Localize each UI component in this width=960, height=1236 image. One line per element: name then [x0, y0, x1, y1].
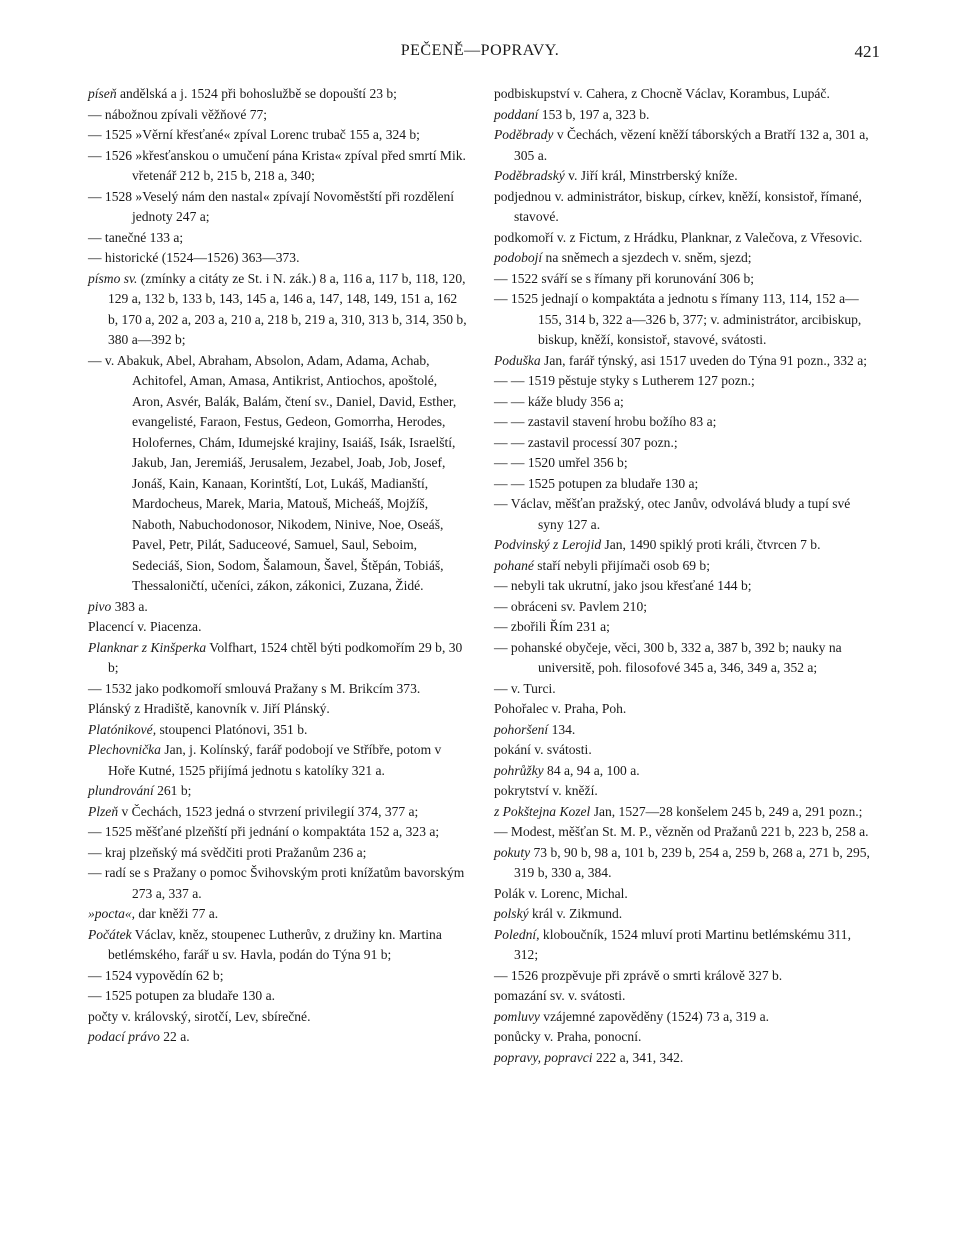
entry-text: 261 b;: [153, 783, 192, 798]
index-entry: [494, 761, 878, 782]
index-entry: [88, 802, 468, 823]
entry-text: andělská a j. 1524 při bohoslužbě se dopouští 23 b;: [116, 86, 397, 101]
entry-text: Pohořalec v. Praha, Poh.: [494, 701, 627, 716]
entry-text: počty v. královský, sirotčí, Lev, sbírečné.: [88, 1008, 311, 1024]
entry-text: 153 b, 197 a, 323 b.: [538, 106, 650, 122]
entry-text: Volfhart, 1524 chtěl býti podkomořím 29 b, 30 b;: [108, 639, 463, 675]
subentry-text: — 1526 »křesťanskou o umučení pána Krista« zpíval před smrtí Mik. vřetenář 212 b, 215 b, 218 a, 340;: [88, 147, 466, 183]
index-subentry: [494, 617, 878, 638]
subentry-text: — nábožnou zpívali věžňové 77;: [88, 106, 268, 122]
entry-headword: pokuty: [494, 844, 531, 860]
index-entry: [494, 802, 878, 823]
entry-headword: Počátek: [88, 926, 132, 942]
entry-text: stoupenci Platónovi, 351 b.: [156, 721, 308, 737]
entry-text: v Čechách, 1523 jedná o stvrzení privilegií 374, 377 a;: [118, 803, 419, 819]
subentry-text: — nebyli tak ukrutní, jako jsou křesťané 144 b;: [494, 578, 752, 593]
index-entry: [494, 166, 878, 187]
index-subentry: [494, 597, 878, 618]
index-entry: [494, 1048, 878, 1069]
index-subentry: [494, 494, 878, 535]
subentry-text: — 1528 »Veselý nám den nastal« zpívají Novoměstští při rozdělení jednoty 247 a;: [88, 188, 455, 224]
index-subentry: [88, 822, 468, 843]
entry-text: podkomoří v. z Fictum, z Hrádku, Planknar, z Valečova, z Vřesovic.: [494, 229, 863, 245]
entry-headword: poddaní: [494, 106, 539, 122]
subentry-text: — 1526 prozpěvuje při zprávě o smrti králově 327 b.: [494, 967, 783, 983]
index-subentry: [494, 576, 878, 597]
index-entry: [88, 269, 468, 351]
index-entry: [494, 125, 878, 166]
index-entry: [494, 884, 878, 905]
subentry-text: — — káže bludy 356 a;: [494, 393, 624, 409]
index-entry: [494, 904, 878, 925]
entry-text: Placencí v. Piacenza.: [88, 619, 202, 634]
entry-text: 84 a, 94 a, 100 a.: [543, 762, 640, 778]
subentry-text: — — 1519 pěstuje styky s Lutherem 127 pozn.;: [494, 373, 755, 388]
subentry-text: — zbořili Řím 231 a;: [494, 619, 610, 634]
subentry-text: — historické (1524—1526) 363—373.: [88, 250, 300, 265]
index-subentry: [88, 105, 468, 126]
index-entry: [494, 843, 878, 884]
index-entry: [494, 351, 878, 372]
subentry-text: — 1525 »Věrní křesťané« zpíval Lorenc trubač 155 a, 324 b;: [88, 127, 420, 142]
index-entry: [88, 617, 468, 638]
subentry-text: — kraj plzeňský má svědčiti proti Pražanům 236 a;: [88, 844, 367, 860]
index-subentry: [88, 187, 468, 228]
subentry-text: — pohanské obyčeje, věci, 300 b, 332 a, 387 b, 392 b; nauky na universitě, poh. filosofové 345 a, 346, 349 a, 352 a;: [494, 639, 842, 675]
subentry-text: — 1522 sváří se s římany při korunování 306 b;: [494, 270, 754, 286]
index-entry: [88, 638, 468, 679]
subentry-text: — — zastavil stavení hrobu božího 83 a;: [494, 414, 717, 429]
entry-text: staří nebyli přijímači osob 69 b;: [533, 557, 710, 573]
index-entry: [494, 699, 878, 720]
subentry-text: — obráceni sv. Pavlem 210;: [494, 598, 647, 614]
entry-text: král v. Zikmund.: [528, 906, 623, 921]
entry-text: pomazání sv. v. svátosti.: [494, 988, 626, 1003]
entry-headword: pivo: [88, 598, 112, 614]
subentry-text: — 1524 vypovědín 62 b;: [88, 967, 224, 983]
index-entry: [88, 699, 468, 720]
index-subentry: [494, 453, 878, 474]
entry-headword: Poděbrady: [494, 127, 554, 142]
entry-text: vzájemné zapověděny (1524) 73 a, 319 a.: [539, 1008, 769, 1024]
entry-headword: Plzeň: [88, 803, 119, 819]
page-number: 421: [854, 42, 880, 61]
index-subentry: [494, 638, 878, 679]
entry-text: (zmínky a citáty ze St. i N. zák.) 8 a, 116 a, 117 b, 118, 120, 129 a, 132 b, 133 b, 143, 145 a, 146 a, 147, 148, 149, 151 a, 162 b, 170 a, 202 a, 203 a, 210 a, 218 b, 219 a, 310, 313 b, 314, 350 b, 380 a—392 b;: [108, 270, 467, 347]
entry-headword: pohrůžky: [494, 762, 544, 778]
entry-text: na sněmech a sjezdech v. sněm, sjezd;: [542, 250, 752, 265]
entry-headword: »pocta«,: [88, 906, 136, 921]
entry-headword: polský: [494, 906, 529, 921]
index-subentry: [494, 412, 878, 433]
entry-headword: podací právo: [88, 1029, 160, 1044]
index-subentry: [494, 289, 878, 351]
subentry-text: — v. Turci.: [494, 680, 556, 696]
left-column: [88, 84, 468, 1048]
index-subentry: [88, 351, 468, 597]
entry-text: v Čechách, vězení kněží táborských a Bratří 132 a, 301 a, 305 a.: [514, 127, 869, 163]
entry-headword: pomluvy: [494, 1008, 540, 1024]
entry-text: 22 a.: [159, 1029, 190, 1044]
subentry-text: — tanečné 133 a;: [88, 229, 184, 245]
entry-text: Plánský z Hradiště, kanovník v. Jiří Plánský.: [88, 701, 330, 716]
index-subentry: [494, 371, 878, 392]
entry-headword: Poděbradský: [494, 168, 565, 183]
index-subentry: [494, 269, 878, 290]
index-subentry: [494, 433, 878, 454]
entry-text: podbiskupství v. Cahera, z Chocně Václav, Korambus, Lupáč.: [494, 86, 830, 101]
subentry-text: — 1525 potupen za bludaře 130 a.: [88, 988, 275, 1003]
entry-text: v. Jiří král, Minstrberský kníže.: [564, 168, 738, 183]
index-entry: [494, 720, 878, 741]
index-entry: [494, 187, 878, 228]
index-entry: [88, 904, 468, 925]
index-entry: [494, 228, 878, 249]
index-entry: [88, 720, 468, 741]
index-entry: [494, 556, 878, 577]
index-subentry: [494, 474, 878, 495]
entry-text: podjednou v. administrátor, biskup, církev, kněží, konsistoř, římané, stavové.: [494, 188, 862, 224]
subentry-text: — Modest, měšťan St. M. P., vězněn od Pražanů 221 b, 223 b, 258 a.: [494, 824, 869, 839]
index-entry: [494, 740, 878, 761]
entry-text: pokrytství v. kněží.: [494, 783, 598, 798]
entry-headword: popravy, popravci: [494, 1049, 593, 1065]
entry-text: Polák v. Lorenc, Michal.: [494, 885, 628, 901]
index-entry: [88, 925, 468, 966]
index-entry: [494, 248, 878, 269]
subentry-text: — 1532 jako podkomoří smlouvá Pražany s M. Brikcím 373.: [88, 680, 421, 696]
subentry-text: — v. Abakuk, Abel, Abraham, Absolon, Adam, Adama, Achab, Achitofel, Aman, Amasa, Antikrist, Antiochos, apoštolé, Aron, Asvér, Balák, Balám, čtení sv., Daniel, David, Esther, evangelisté, Faraon, Festus, Gedeon, Gomorrha, Herodes, Holofernes, Chám, Idumejské krajiny, Isaiáš, Isák, Israelští, Jakub, Jan, Jeremiáš, Jerusalem, Jezabel, Joab, Job, Josef, Jonáš, Kain, Kanaan, Korintští, Lot, Lukáš, Madianští, Mardocheus, Marek, Maria, Matouš, Micheáš, Mojžíš, Naboth, Nabuchodonosor, Nikodem, Ninive, Noe, Oseáš, Pavel, Petr, Pilát, Saduceové, Samuel, Saul, Seboim, Sedeciáš, Sion, Sodom, Šalamoun, Šavel, Štěpán, Tobiáš, Thessaloničtí, učeníci, zákon, zákonici, Zuzana, Židé.: [88, 352, 457, 593]
subentry-text: — 1525 jednají o kompaktáta a jednotu s římany 113, 114, 152 a—155, 314 b, 322 a—326 b, 377; v. administrátor, arcibiskup, biskup, kněží, konsistoř, stavové, svátosti.: [494, 291, 862, 347]
index-subentry: [88, 863, 468, 904]
entry-text: dar kněži 77 a.: [135, 906, 219, 921]
entry-text: kloboučník, 1524 mluví proti Martinu betlémskému 311, 312;: [514, 926, 851, 962]
entry-text: 383 a.: [111, 598, 148, 614]
entry-headword: Podvinský z Lerojid: [494, 537, 602, 552]
subentry-text: — — 1525 potupen za bludaře 130 a;: [494, 475, 699, 491]
entry-text: 134.: [548, 721, 576, 737]
entry-text: 73 b, 90 b, 98 a, 101 b, 239 b, 254 a, 259 b, 268 a, 271 b, 295, 319 b, 330 a, 384.: [514, 844, 870, 880]
index-entry: [88, 1027, 468, 1048]
entry-headword: plundrování: [88, 783, 154, 798]
index-subentry: [88, 146, 468, 187]
index-subentry: [88, 228, 468, 249]
entry-text: ponůcky v. Praha, ponocní.: [494, 1029, 642, 1044]
index-entry: [494, 925, 878, 966]
entry-text: Jan, j. Kolínský, farář podobojí ve Stříbře, potom v Hoře Kutné, 1525 přijímá jednotu s katolíky 321 a.: [108, 742, 442, 778]
index-entry: [494, 781, 878, 802]
entry-text: pokání v. svátosti.: [494, 742, 592, 757]
index-entry: [88, 781, 468, 802]
index-subentry: [88, 843, 468, 864]
index-entry: [88, 740, 468, 781]
index-subentry: [88, 966, 468, 987]
entry-headword: pohané: [494, 557, 534, 573]
subentry-text: — radí se s Pražany o pomoc Švihovským proti knížatům bavorským 273 a, 337 a.: [88, 865, 465, 901]
entry-headword: Planknar z Kinšperka: [88, 639, 207, 655]
entry-headword: píseň: [88, 86, 117, 101]
index-subentry: [494, 822, 878, 843]
index-entry: [494, 84, 878, 105]
right-column: [494, 84, 878, 1068]
index-subentry: [88, 248, 468, 269]
index-entry: [494, 986, 878, 1007]
running-head: [0, 42, 960, 66]
index-entry: [88, 597, 468, 618]
index-subentry: [88, 679, 468, 700]
entry-text: Jan, 1527—28 konšelem 245 b, 249 a, 291 pozn.;: [590, 803, 863, 819]
entry-headword: z Pokštejna Kozel: [494, 803, 591, 819]
index-subentry: [494, 392, 878, 413]
entry-headword: písmo sv.: [88, 270, 138, 286]
index-subentry: [88, 125, 468, 146]
index-subentry: [88, 986, 468, 1007]
entry-headword: Poduška: [494, 352, 541, 368]
index-entry: [88, 1007, 468, 1028]
entry-headword: Polední,: [494, 926, 540, 942]
index-entry: [88, 84, 468, 105]
index-subentry: [494, 679, 878, 700]
subentry-text: — — 1520 umřel 356 b;: [494, 455, 628, 470]
index-entry: [494, 105, 878, 126]
entry-text: Jan, 1490 spiklý proti králi, čtvrcen 7 b.: [601, 537, 821, 552]
entry-headword: Plechovnička: [88, 742, 161, 757]
index-subentry: [494, 966, 878, 987]
index-entry: [494, 1007, 878, 1028]
index-entry: [494, 1027, 878, 1048]
entry-headword: pohoršení: [494, 721, 549, 737]
entry-text: 222 a, 341, 342.: [592, 1049, 684, 1065]
entry-headword: podobojí: [494, 250, 543, 265]
index-entry: [494, 535, 878, 556]
subentry-text: — — zastavil processí 307 pozn.;: [494, 434, 678, 450]
entry-text: Jan, farář týnský, asi 1517 uveden do Týna 91 pozn., 332 a;: [540, 352, 867, 368]
entry-headword: Platónikové,: [88, 721, 157, 737]
subentry-text: — 1525 měšťané plzeňští při jednání o kompaktáta 152 a, 323 a;: [88, 824, 440, 839]
entry-text: Václav, kněz, stoupenec Lutherův, z družiny kn. Martina betlémského, farář u sv. Havla, podán do Týna 91 b;: [108, 926, 442, 962]
page-title: PEČENĚ—POPRAVY.: [400, 42, 560, 59]
subentry-text: — Václav, měšťan pražský, otec Janův, odvolává bludy a tupí své syny 127 a.: [494, 496, 851, 532]
